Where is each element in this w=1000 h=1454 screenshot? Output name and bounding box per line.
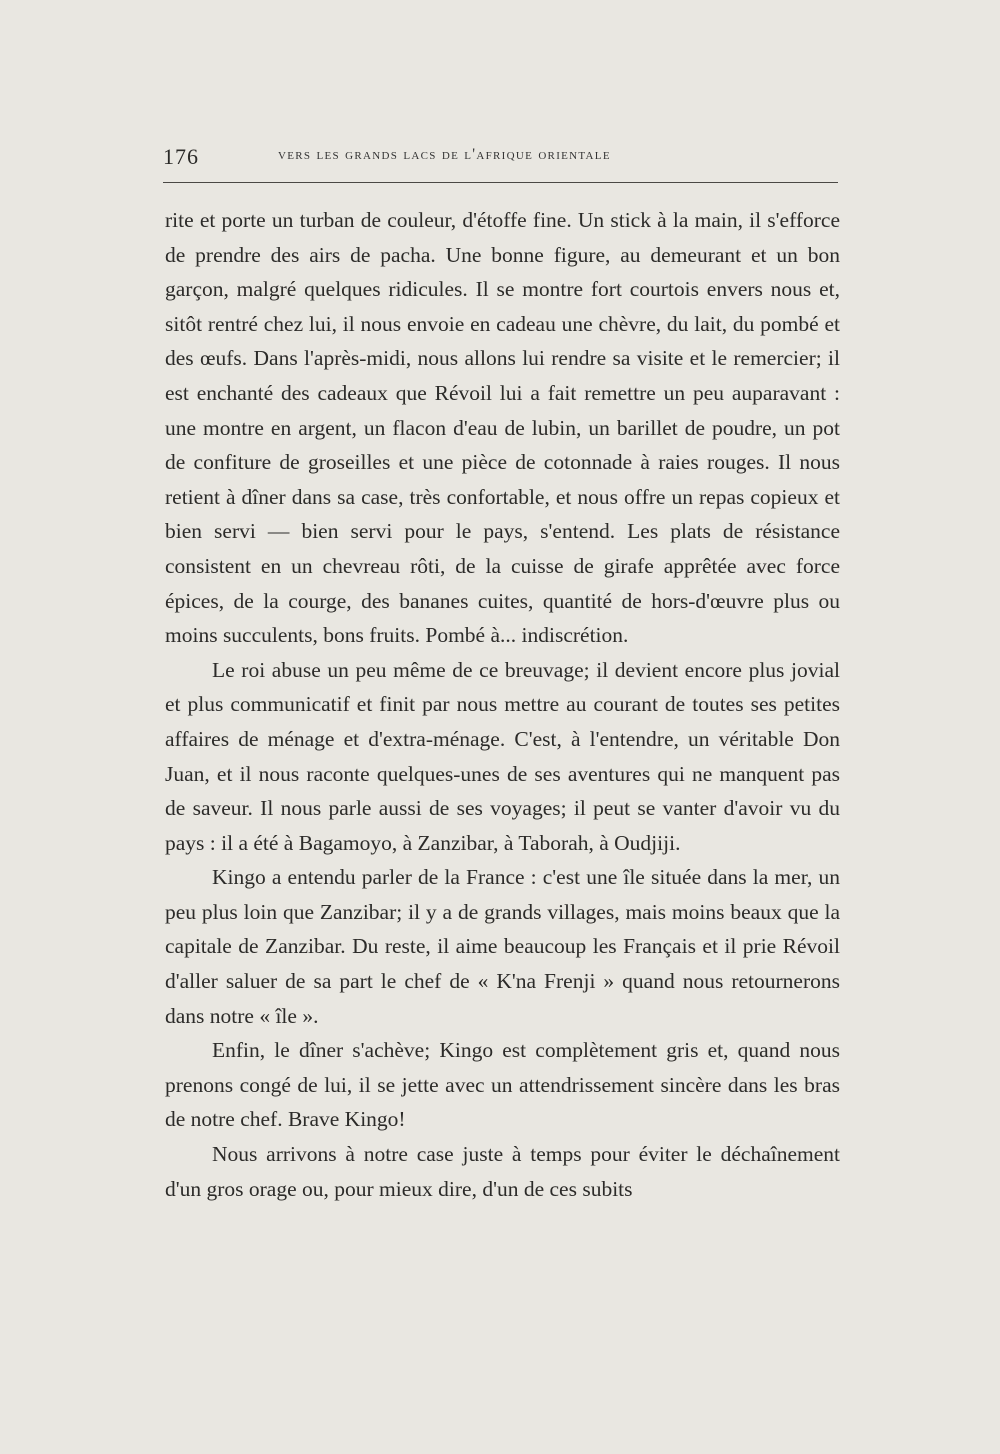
text-body (165, 203, 840, 1206)
running-title: vers les grands lacs de l'afrique orientale (278, 146, 611, 163)
header-rule (163, 182, 838, 183)
paragraph-5: Nous arrivons à notre case juste à temps pour éviter le déchaînement d'un gros orage ou, pour mieux dire, d'un de ces subits (165, 1142, 840, 1201)
paragraph-3: Kingo a entendu parler de la France : c'est une île située dans la mer, un peu plus loin que Zanzibar; il y a de grands villages, mais moins beaux que la capitale de Zanzibar. Du reste, il aime beaucoup les Français et il prie Révoil d'aller saluer de sa part le chef de « K'na Frenji » quand nous retournerons dans notre « île ». (165, 865, 840, 1028)
paragraph-1: rite et porte un turban de couleur, d'étoffe fine. Un stick à la main, il s'efforce de prendre des airs de pacha. Une bonne figure, au demeurant et un bon garçon, malgré quelques ridicules. Il se montre fort courtois envers nous et, sitôt rentré chez lui, il nous envoie en cadeau une chèvre, du lait, du pombé et des œufs. Dans l'après-midi, nous allons lui rendre sa visite et le remercier; il est enchanté des cadeaux que Révoil lui a fait remettre un peu auparavant : une montre en argent, un flacon d'eau de lubin, un barillet de poudre, un pot de confiture de groseilles et une pièce de cotonnade à raies rouges. Il nous retient à dîner dans sa case, très confortable, et nous offre un repas copieux et bien servi — bien servi pour le pays, s'entend. Les plats de résistance consistent en un chevreau rôti, de la cuisse de girafe apprêtée avec force épices, de la courge, des bananes cuites, quantité de hors-d'œuvre plus ou moins succulents, bons fruits. Pombé à... indiscrétion. (165, 208, 840, 648)
paragraph-2: Le roi abuse un peu même de ce breuvage; il devient encore plus jovial et plus communicatif et finit par nous mettre au courant de toutes ses petites affaires de ménage et d'extra-ménage. C'est, à l'entendre, un véritable Don Juan, et il nous raconte quelques-unes de ses aventures qui ne manquent pas de saveur. Il nous parle aussi de ses voyages; il peut se vanter d'avoir vu du pays : il a été à Bagamoyo, à Zanzibar, à Taborah, à Oudjiji. (165, 657, 840, 855)
paragraph-4: Enfin, le dîner s'achève; Kingo est complètement gris et, quand nous prenons congé de lui, il se jette avec un attendrissement sincère dans les bras de notre chef. Brave Kingo! (165, 1038, 840, 1132)
running-head (163, 140, 838, 176)
page-number: 176 (163, 144, 199, 169)
